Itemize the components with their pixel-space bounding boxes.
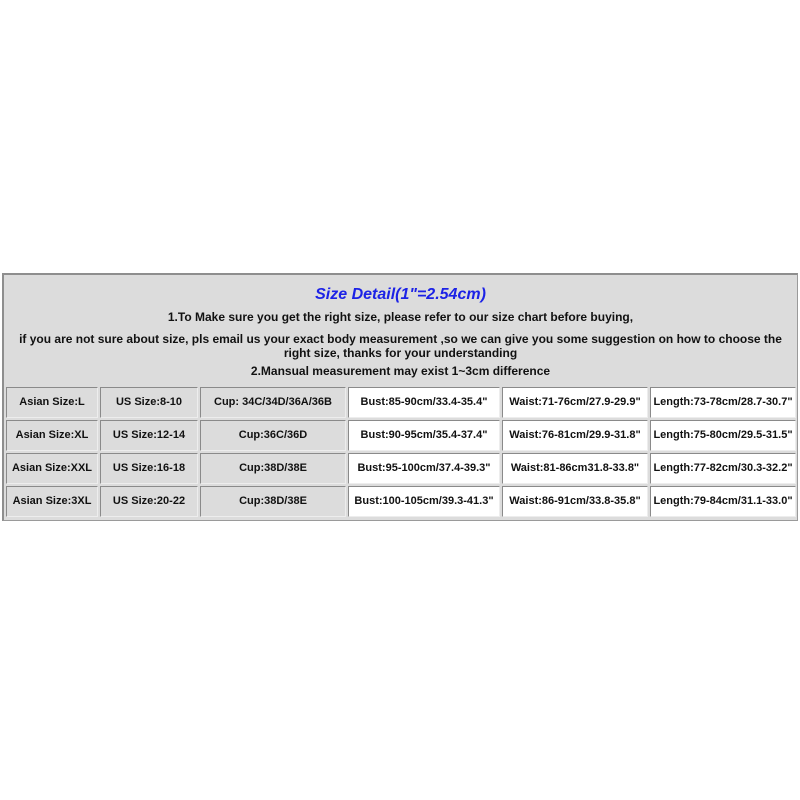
waist-cell: Waist:76-81cm/29.9-31.8": [502, 420, 648, 451]
length-cell: Length:75-80cm/29.5-31.5": [650, 420, 796, 451]
size-detail-title: Size Detail(1"=2.54cm): [315, 286, 486, 303]
waist-cell: Waist:81-86cm31.8-33.8": [502, 453, 648, 484]
size-detail-header: [4, 275, 797, 385]
cup-size-cell: Cup:38D/38E: [200, 486, 346, 517]
length-cell: Length:79-84cm/31.1-33.0": [650, 486, 796, 517]
us-size-cell: US Size:12-14: [100, 420, 198, 451]
length-cell: Length:73-78cm/28.7-30.7": [650, 387, 796, 418]
us-size-cell: US Size:20-22: [100, 486, 198, 517]
size-note-2: if you are not sure about size, pls email us your exact body measurement ,so we can give you some suggestion on how to choose the right size, thanks for your understanding: [19, 332, 782, 360]
size-row-l: [6, 387, 796, 418]
asian-size-cell: Asian Size:XL: [6, 420, 98, 451]
length-cell: Length:77-82cm/30.3-32.2": [650, 453, 796, 484]
size-row-3xl: [6, 486, 796, 517]
waist-cell: Waist:71-76cm/27.9-29.9": [502, 387, 648, 418]
size-row-xxl: [6, 453, 796, 484]
cup-size-cell: Cup:38D/38E: [200, 453, 346, 484]
cup-size-cell: Cup: 34C/34D/36A/36B: [200, 387, 346, 418]
bust-cell: Bust:85-90cm/33.4-35.4": [348, 387, 500, 418]
bust-cell: Bust:90-95cm/35.4-37.4": [348, 420, 500, 451]
asian-size-cell: Asian Size:3XL: [6, 486, 98, 517]
size-note-1: 1.To Make sure you get the right size, please refer to our size chart before buying,: [167, 310, 634, 324]
size-note-3: 2.Mansual measurement may exist 1~3cm difference: [250, 364, 551, 378]
asian-size-cell: Asian Size:L: [6, 387, 98, 418]
size-detail-panel: [2, 273, 798, 521]
us-size-cell: US Size:16-18: [100, 453, 198, 484]
size-row-xl: [6, 420, 796, 451]
cup-size-cell: Cup:36C/36D: [200, 420, 346, 451]
us-size-cell: US Size:8-10: [100, 387, 198, 418]
waist-cell: Waist:86-91cm/33.8-35.8": [502, 486, 648, 517]
asian-size-cell: Asian Size:XXL: [6, 453, 98, 484]
bust-cell: Bust:95-100cm/37.4-39.3": [348, 453, 500, 484]
bust-cell: Bust:100-105cm/39.3-41.3": [348, 486, 500, 517]
